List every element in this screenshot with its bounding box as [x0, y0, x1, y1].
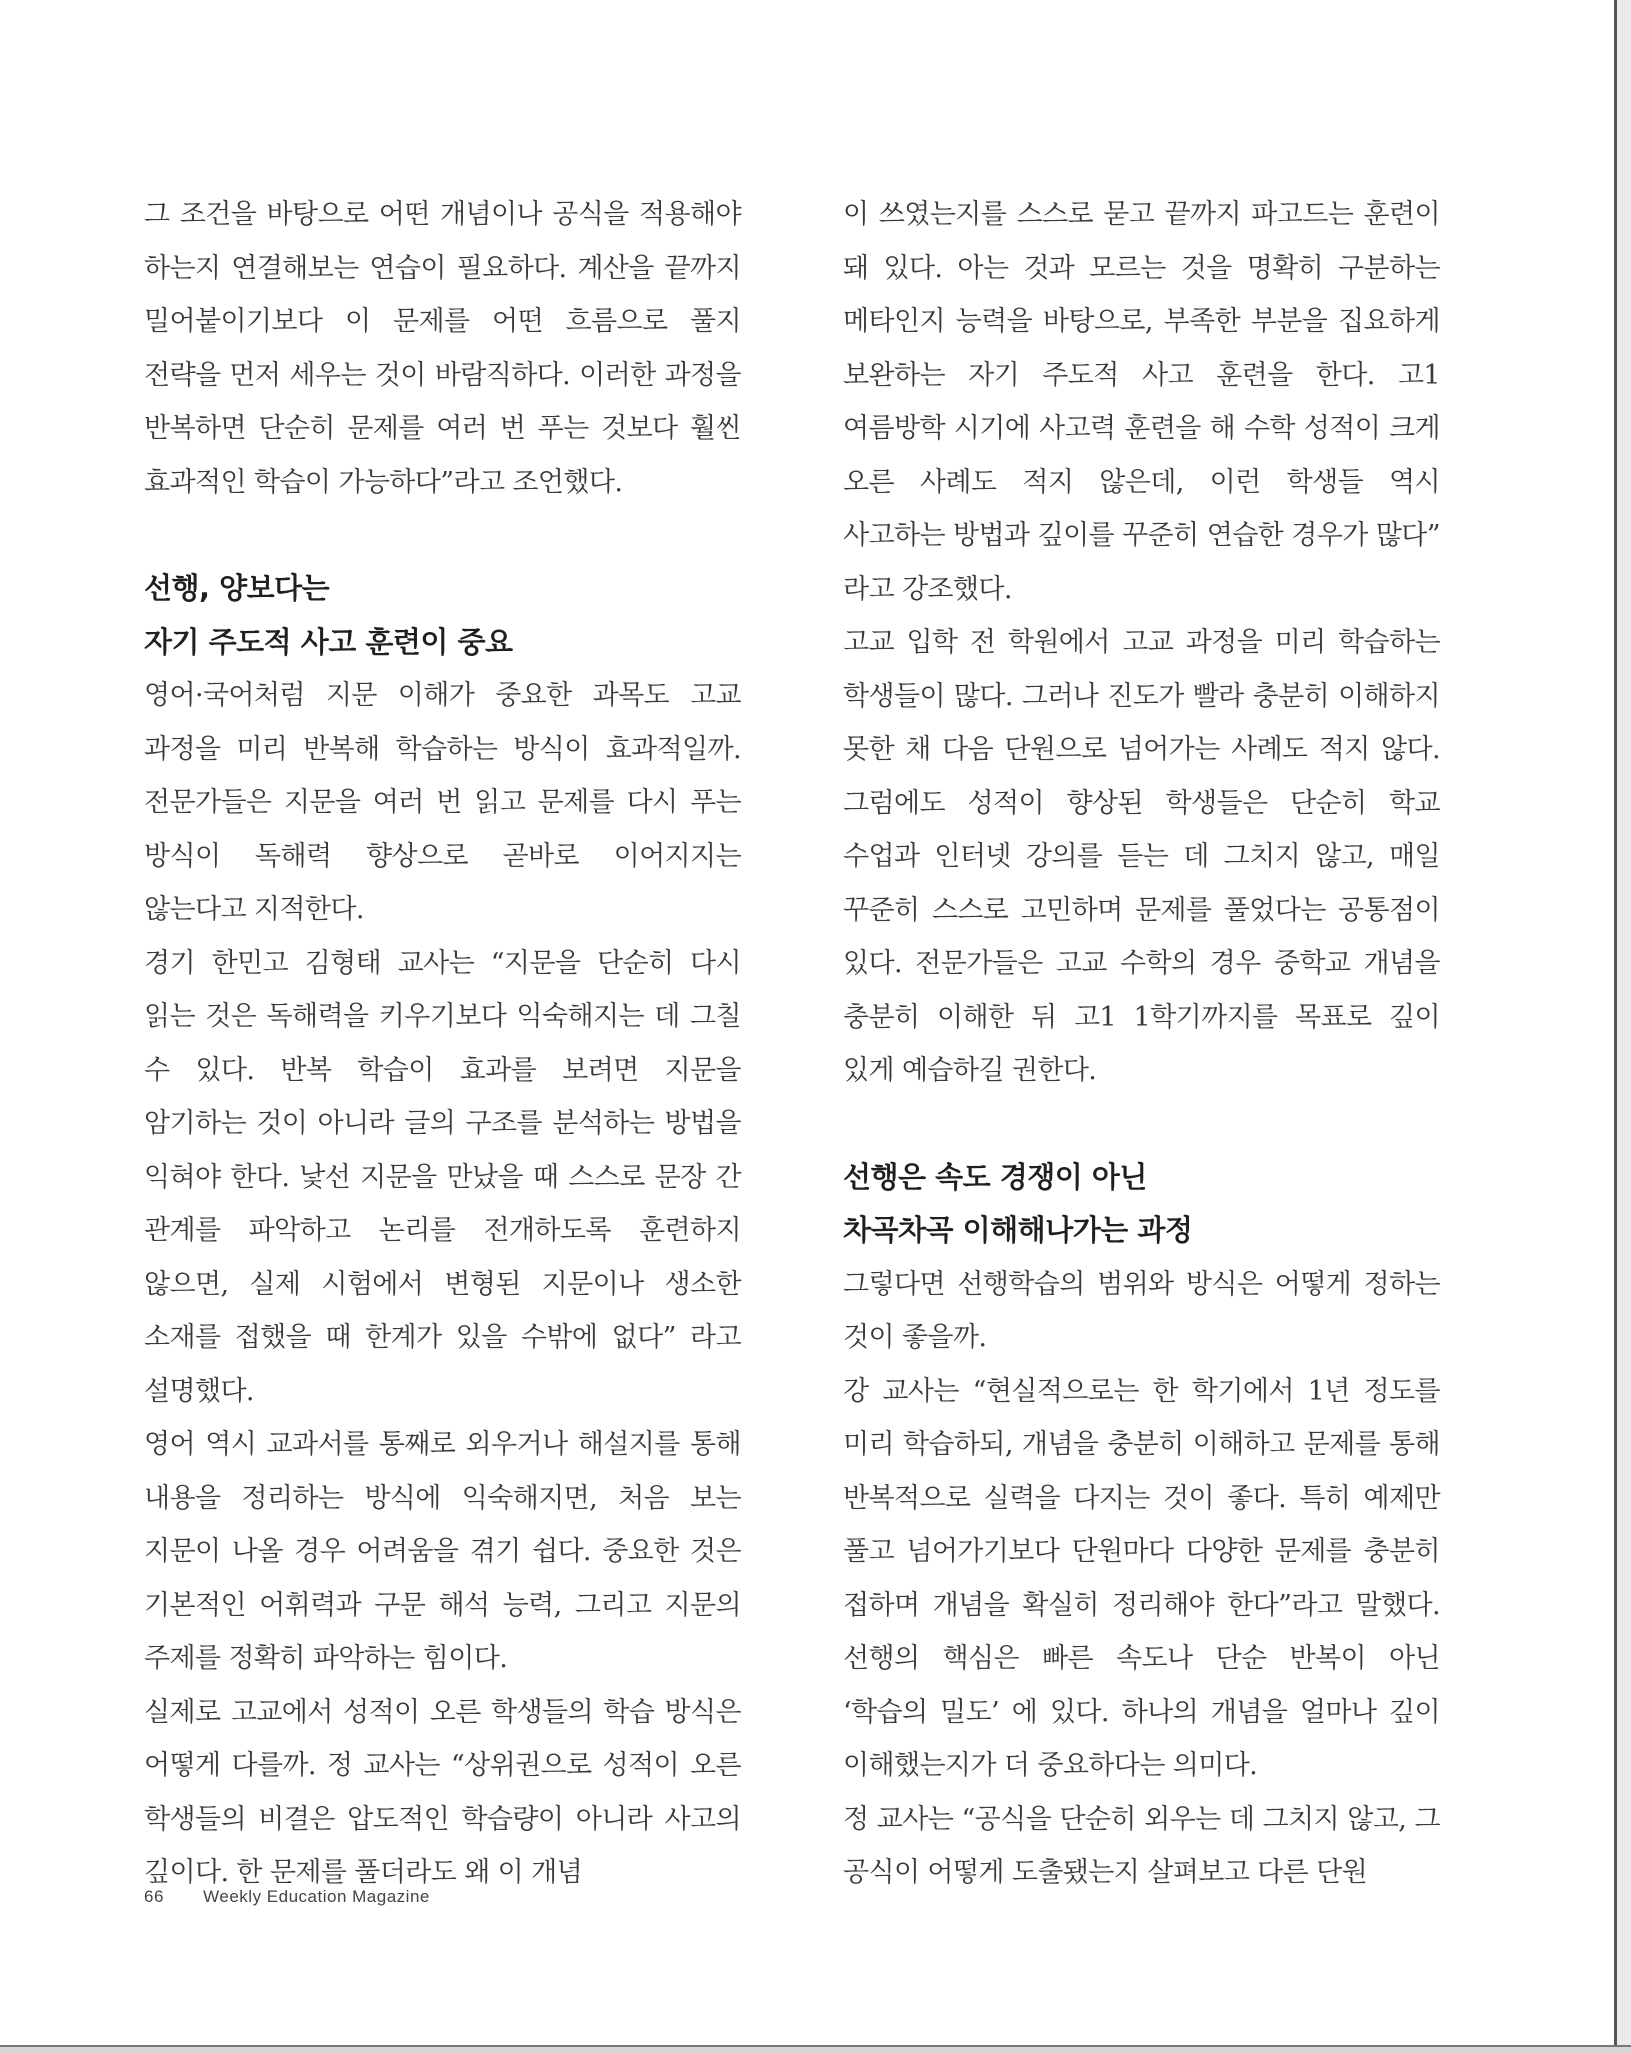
page-number: 66 [144, 1887, 164, 1906]
left-column [144, 188, 741, 1900]
section-spacer [144, 509, 741, 562]
right-paragraph-4: 강 교사는 “현실적으로는 한 학기에서 1년 정도를 미리 학습하되, 개념을 충분히 이해하고 문제를 통해 반복적으로 실력을 다지는 것이 좋다. 특히 예제만 풀고 넘어가기보다 단원마다 다양한 문제를 충분히 접하며 개념을 확실히 정리해야 한다”라고 말했다. 선행의 핵심은 빠른 속도나 단순 반복이 아닌 ‘학습의 밀도’ 에 있다. 하나의 개념을 얼마나 깊이 이해했는지가 더 중요하다는 의미다. [843, 1375, 1440, 1781]
right-heading-line-1: 선행은 속도 경쟁이 아닌 [843, 1159, 1147, 1194]
right-heading-line-2: 차곡차곡 이해해나가는 과정 [843, 1213, 1193, 1247]
page-edge-right [1614, 0, 1631, 2053]
left-heading-line-2: 자기 주도적 사고 훈련이 중요 [144, 624, 513, 659]
right-paragraph-3: 그렇다면 선행학습의 범위와 방식은 어떻게 정하는 것이 좋을까. [843, 1268, 1440, 1353]
magazine-name: Weekly Education Magazine [203, 1887, 430, 1906]
left-paragraph-2: 영어·국어처럼 지문 이해가 중요한 과목도 고교 과정을 미리 반복해 학습하는 방식이 효과적일까. 전문가들은 지문을 여러 번 읽고 문제를 다시 푸는 방식이 독해력 향상으로 곧바로 이어지지는 않는다고 지적한다. [144, 680, 741, 925]
left-paragraph-1: 그 조건을 바탕으로 어떤 개념이나 공식을 적용해야 하는지 연결해보는 연습이 필요하다. 계산을 끝까지 밀어붙이기보다 이 문제를 어떤 흐름으로 풀지 전략을 먼저 세우는 것이 바람직하다. 이러한 과정을 반복하면 단순히 문제를 여러 번 푸는 것보다 훨씬 효과적인 학습이 가능하다”라고 조언했다. [144, 199, 741, 498]
left-paragraph-4: 영어 역시 교과서를 통째로 외우거나 해설지를 통해 내용을 정리하는 방식에 익숙해지면, 처음 보는 지문이 나올 경우 어려움을 겪기 쉽다. 중요한 것은 기본적인 어휘력과 구문 해석 능력, 그리고 지문의 주제를 정확히 파악하는 힘이다. [144, 1429, 741, 1674]
left-paragraph-3: 경기 한민고 김형태 교사는 “지문을 단순히 다시 읽는 것은 독해력을 키우기보다 익숙해지는 데 그칠 수 있다. 반복 학습이 효과를 보려면 지문을 암기하는 것이 아니라 글의 구조를 분석하는 방법을 익혀야 한다. 낯선 지문을 만났을 때 스스로 문장 간 관계를 파악하고 논리를 전개하도록 훈련하지 않으면, 실제 시험에서 변형된 지문이나 생소한 소재를 접했을 때 한계가 있을 수밖에 없다” 라고 설명했다. [144, 947, 741, 1407]
section-spacer [843, 1098, 1440, 1151]
right-paragraph-5: 정 교사는 “공식을 단순히 외우는 데 그치지 않고, 그 공식이 어떻게 도출됐는지 살펴보고 다른 단원 [843, 1803, 1440, 1888]
left-heading-line-1: 선행, 양보다는 [144, 571, 330, 605]
right-paragraph-1: 이 쓰였는지를 스스로 묻고 끝까지 파고드는 훈련이 돼 있다. 아는 것과 모르는 것을 명확히 구분하는 메타인지 능력을 바탕으로, 부족한 부분을 집요하게 보완하는 자기 주도적 사고 훈련을 한다. 고1 여름방학 시기에 사고력 훈련을 해 수학 성적이 크게 오른 사례도 적지 않은데, 이런 학생들 역시 사고하는 방법과 깊이를 꾸준히 연습한 경우가 많다” 라고 강조했다. [843, 199, 1440, 605]
right-paragraph-2: 고교 입학 전 학원에서 고교 과정을 미리 학습하는 학생들이 많다. 그러나 진도가 빨라 충분히 이해하지 못한 채 다음 단원으로 넘어가는 사례도 적지 않다. 그럼에도 성적이 향상된 학생들은 단순히 학교 수업과 인터넷 강의를 듣는 데 그치지 않고, 매일 꾸준히 스스로 고민하며 문제를 풀었다는 공통점이 있다. 전문가들은 고교 수학의 경우 중학교 개념을 충분히 이해한 뒤 고1 1학기까지를 목표로 깊이 있게 예습하길 권한다. [843, 627, 1440, 1086]
page-footer [144, 1887, 430, 1907]
page-edge-bottom [0, 2045, 1631, 2053]
right-column [843, 188, 1440, 1900]
left-paragraph-5: 실제로 고교에서 성적이 오른 학생들의 학습 방식은 어떻게 다를까. 정 교사는 “상위권으로 성적이 오른 학생들의 비결은 압도적인 학습량이 아니라 사고의 깊이다. 한 문제를 풀더라도 왜 이 개념 [144, 1696, 741, 1888]
